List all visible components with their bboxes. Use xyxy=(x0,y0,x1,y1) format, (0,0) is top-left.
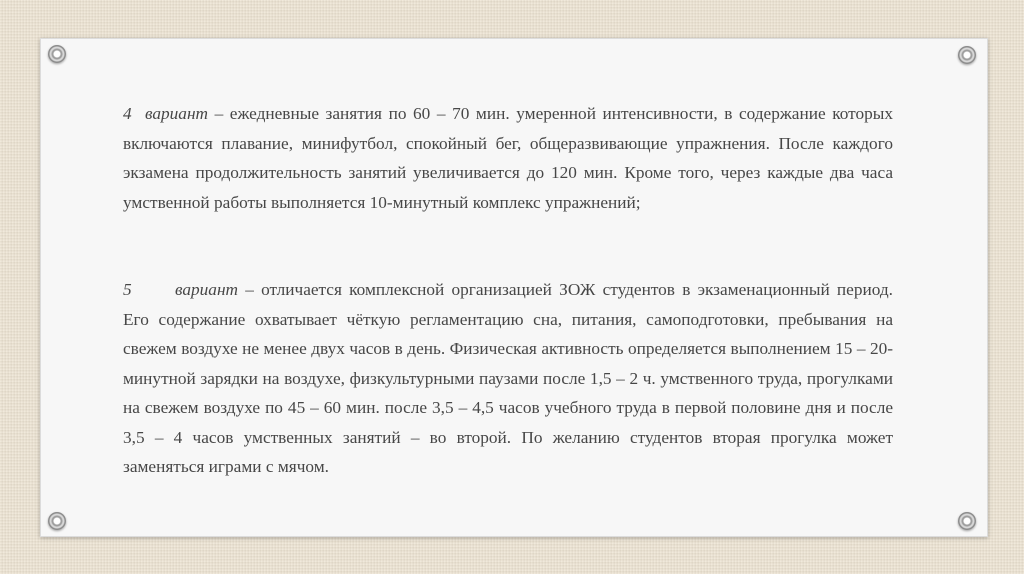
variant-4-text: – ежедневные занятия по 60 – 70 мин. умеренной интенсивности, в содержание которых включаются плавание, минифутбол, спокойный бег, общеразвивающие упражнения. После каждого экзамена продолжительность занятий увеличивается до 120 мин. Кроме того, через каждые два часа умственной работы выполняется 10-минутный комплекс упражнений; xyxy=(123,104,893,212)
variant-5-label: вариант xyxy=(175,280,238,299)
variant-5-paragraph xyxy=(123,275,893,482)
variant-5-text: – отличается комплексной организацией ЗОЖ студентов в экзаменационный период. Его содержание охватывает чёткую регламентацию сна, питания, самоподготовки, пребывания на свежем воздухе не менее двух часов в день. Физическая активность определяется выполнением 15 – 20-минутной зарядки на воздухе, физкультурными паузами после 1,5 – 2 ч. умственного труда, прогулками на свежем воздухе по 45 – 60 мин. после 3,5 – 4,5 часов учебного труда в первой половине дня и после 3,5 – 4 часов умственных занятий – во второй. По желанию студентов вторая прогулка может заменяться играми с мячом. xyxy=(123,280,893,476)
pin-icon xyxy=(48,512,66,530)
pin-icon xyxy=(958,46,976,64)
pin-icon xyxy=(958,512,976,530)
variant-4-paragraph xyxy=(123,99,893,217)
variant-4-number: 4 xyxy=(123,104,132,123)
variant-5-number: 5 xyxy=(123,280,132,299)
pin-icon xyxy=(48,45,66,63)
slide-card xyxy=(40,38,988,537)
variant-4-label: вариант xyxy=(145,104,208,123)
